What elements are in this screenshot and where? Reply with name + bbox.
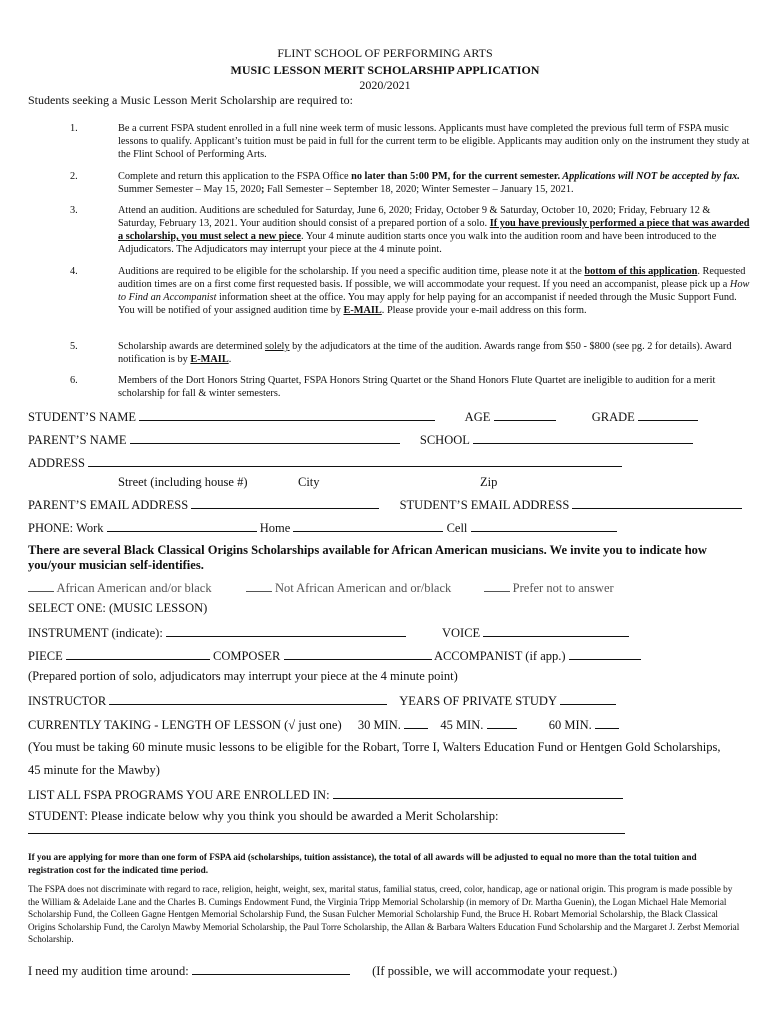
phone-home-input[interactable]: [293, 519, 443, 532]
audition-time-row: [28, 962, 758, 979]
accompanist-input[interactable]: [569, 647, 641, 660]
student-name-label: STUDENT’S NAME: [28, 410, 136, 424]
min45-label: 45 MIN.: [440, 718, 484, 732]
select-one: SELECT ONE: (MUSIC LESSON): [28, 601, 208, 615]
eligibility-note-2: 45 minute for the Mawby): [28, 763, 160, 777]
origin-option-2-blank[interactable]: [246, 579, 272, 592]
email-row: [28, 496, 758, 513]
student-email-input[interactable]: [572, 496, 742, 509]
lesson-length-label: CURRENTLY TAKING - LENGTH OF LESSON (√ just one): [28, 718, 342, 732]
instrument-row: [28, 624, 758, 641]
aid-notice: If you are applying for more than one form of FSPA aid (scholarships, tuition assistance), the total of all awards will be adjusted to equal no more than the total tuition and registration cost for the indicated time period.: [28, 852, 697, 875]
phone-row: [28, 519, 758, 536]
voice-label: VOICE: [441, 626, 481, 640]
instrument-input[interactable]: [166, 624, 406, 637]
phone-cell-input[interactable]: [471, 519, 617, 532]
years-label: YEARS OF PRIVATE STUDY: [399, 694, 557, 708]
school-label: SCHOOL: [419, 433, 470, 447]
origin-option-1-label: African American and/or black: [56, 581, 212, 595]
phone-work-label: PHONE: Work: [28, 521, 104, 535]
instructor-input[interactable]: [109, 692, 387, 705]
origins-text: There are several Black Classical Origins Scholarships available for African American musicians. We invite you to indicate how you/your musician self-identifies.: [28, 543, 707, 572]
instructor-label: INSTRUCTOR: [28, 694, 107, 708]
programs-input[interactable]: [333, 786, 623, 799]
origins-options: [28, 579, 758, 596]
composer-input[interactable]: [284, 647, 432, 660]
piece-row: [28, 647, 758, 664]
why-answer-line[interactable]: [28, 833, 625, 834]
cell-label: Cell: [446, 521, 468, 535]
origin-option-1-blank[interactable]: [28, 579, 54, 592]
intro-text: Students seeking a Music Lesson Merit Scholarship are required to:: [28, 93, 353, 107]
address-row: [28, 454, 758, 471]
audition-time-note: (If possible, we will accommodate your request.): [372, 964, 618, 978]
school-name: FLINT SCHOOL OF PERFORMING ARTS: [277, 46, 493, 60]
instrument-label: INSTRUMENT (indicate):: [28, 626, 163, 640]
lesson-length-row: [28, 716, 758, 733]
street-hint: Street (including house #): [118, 475, 248, 489]
composer-label: COMPOSER: [212, 649, 281, 663]
zip-hint: Zip: [480, 475, 498, 489]
min45-checkbox[interactable]: [487, 716, 517, 729]
programs-row: [28, 786, 758, 803]
parent-name-label: PARENT’S NAME: [28, 433, 127, 447]
school-input[interactable]: [473, 431, 693, 444]
origin-option-3-label: Prefer not to answer: [512, 581, 614, 595]
age-input[interactable]: [494, 408, 556, 421]
form-title: MUSIC LESSON MERIT SCHOLARSHIP APPLICATION: [230, 63, 540, 77]
parent-row: [28, 431, 758, 448]
student-row: [28, 408, 758, 425]
audition-time-label: I need my audition time around:: [28, 964, 189, 978]
parent-email-input[interactable]: [191, 496, 379, 509]
voice-input[interactable]: [483, 624, 629, 637]
min60-checkbox[interactable]: [595, 716, 619, 729]
parent-name-input[interactable]: [130, 431, 400, 444]
origin-option-3-blank[interactable]: [484, 579, 510, 592]
school-year: 2020/2021: [359, 78, 411, 92]
piece-label: PIECE: [28, 649, 63, 663]
student-email-label: STUDENT’S EMAIL ADDRESS: [399, 498, 570, 512]
origin-option-2-label: Not African American and or/black: [274, 581, 452, 595]
age-label: AGE: [464, 410, 491, 424]
min30-checkbox[interactable]: [404, 716, 428, 729]
piece-input[interactable]: [66, 647, 210, 660]
address-input[interactable]: [88, 454, 622, 467]
why-prompt: STUDENT: Please indicate below why you think you should be awarded a Merit Scholarship:: [28, 809, 499, 823]
parent-email-label: PARENT’S EMAIL ADDRESS: [28, 498, 189, 512]
min60-label: 60 MIN.: [548, 718, 592, 732]
city-hint: City: [298, 475, 320, 489]
audition-time-input[interactable]: [192, 962, 350, 975]
min30-label: 30 MIN.: [357, 718, 401, 732]
grade-label: GRADE: [591, 410, 635, 424]
application-page: FLINT SCHOOL OF PERFORMING ARTS MUSIC LESSON MERIT SCHOLARSHIP APPLICATION 2020/2021 Students seeking a Music Lesson Merit Scholarship are required to: 1. Be a current FSPA student enrolled in a full nine week term of music lessons. Applicants must have completed the previous full term of FSPA music lessons to qualify. Applicant’s tuition must be paid in full for the current term to be eligible. Applicants may audition only on the instrument they study at the Flint School of Performing Arts. 2. Complete and return this application to the FSPA Office no later than 5:00 PM, for the current semester. Applications will NOT be accepted by fax. Summer Semester – May 15, 2020; Fall Semester – September 18, 2020; Winter Semester – January 15, 2021. 3. Attend an audition. Auditions are scheduled for Saturday, June 6, 2020; Friday, October 9 & Saturday, October 10, 2020; Friday, February 12 & Saturday, February 13, 2021. Your audition should consist of a prepared portion of a solo. If you have previously performed a piece that was awarded a scholarship, you must select a new piece. Your 4 minute audition starts once you walk into the audition room and have been introduced to the Adjudicators. The Adjudicators may interrupt your piece at the 4 minute point. 4. Auditions are required to be eligible for the scholarship. If you need a specific audition time, please note it at the bottom of this application. Requested audition times are on a first come first requested basis. If possible, we will accommodate your request. If you need an accompanist, please pick up a How to Find an Accompanist information sheet at the office. You may apply for help paying for an accompanist if needed through the Music Support Fund. You will be notified of your assigned audition time by E-MAIL. Please provide your e-mail address on this form. 5. Scholarship awards are determined solely by the adjudicators at the time of the audition. Awards range from $50 - $800 (see pg. 2 for details). Award notification is by E-MAIL. 6. Members of the Dort Honors String Quartet, FSPA Honors String Quartet or the Shand Honors Flute Quartet are ineligible to audition for a merit scholarship for fall & winter semesters. STUDENT’S NAME AGE GRADE PARENT’S NAME SCHOOL ADDRESS Street (including house #) City Zip PARENT’S EMAIL ADDRESS STUDENT’S EMAIL ADDRESS PHONE: Work Home Cell There are several Black Classical Origins Scholarships available for African American musicians. We invite you to indicate how you/your musician self-identifies. African American and/or black Not African American and or/black Prefer not to answer SELECT ONE: (MUSIC LESSON) INSTRUMENT (indicate): VOICE PIECE COMPOSER ACCOMPANIST (if app.) (Prepared portion of solo, adjudicators may interrupt your piece at the 4 minute point) INSTRUCTOR YEARS OF PRIVATE STUDY CURRENTLY TAKING - LENGTH OF LESSON (√ just one) 30 MIN. 45 MIN. 60 MIN. (You must be taking 60 minute music lessons to be eligible for the Robart, Torre I, Walters Education Fund or Hentgen Gold Scholarships, 45 minute for the Mawby) LIST ALL FSPA PROGRAMS YOU ARE ENROLLED IN: STUDENT: Please indicate below why you think you should be awarded a Merit Scholarship: If you are applying for more than one form of FSPA aid (scholarships, tuition assistance), the total of all awards will be adjusted to equal no more than the total tuition and registration cost for the indicated time period. The FSPA does not discriminate with regard to race, religion, height, weight, sex, marital status, familial status, creed, color, handicap, age or national origin. This program is made possible by the William & Adelaide Lane and the Charles B. Cumings Endowment Fund, the Virginia Tripp Memorial Scholarship (in memory of Dr. Martha Guenin), the Logan Michael Hale Memorial Scholarship Fund, the Colleen Gagne Hentgen Memorial Scholarship Fund, the Susan Fulcher Memorial Scholarship Fund, the Bruce H. Robart Memorial Scholarship, the Black Classical Origins Scholarship Fund, the Carolyn Mawby Memorial Scholarship, the Paul Torre Scholarship, the Allan & Barbara Walters Education Fund Scholarship and the Margaret J. Zerbst Memorial Scholarship. I need my audition time around: (If possible, we will accommodate your request.): [0, 0, 770, 1024]
accompanist-label: ACCOMPANIST (if app.): [433, 649, 566, 663]
home-label: Home: [259, 521, 291, 535]
instructor-row: [28, 692, 758, 709]
grade-input[interactable]: [638, 408, 698, 421]
programs-label: LIST ALL FSPA PROGRAMS YOU ARE ENROLLED IN:: [28, 788, 330, 802]
nondiscrimination-statement: The FSPA does not discriminate with regard to race, religion, height, weight, sex, marital status, familial status, creed, color, handicap, age or national origin. This program is made possible by the William & Adelaide Lane and the Charles B. Cumings Endowment Fund, the Virginia Tripp Memorial Scholarship (in memory of Dr. Martha Guenin), the Logan Michael Hale Memorial Scholarship Fund, the Colleen Gagne Hentgen Memorial Scholarship Fund, the Susan Fulcher Memorial Scholarship Fund, the Bruce H. Robart Memorial Scholarship, the Black Classical Origins Scholarship Fund, the Carolyn Mawby Memorial Scholarship, the Paul Torre Scholarship, the Allan & Barbara Walters Education Fund Scholarship and the Margaret J. Zerbst Memorial Scholarship.: [28, 884, 740, 945]
eligibility-note-1: (You must be taking 60 minute music lessons to be eligible for the Robart, Torre I, Walters Education Fund or Hentgen Gold Scholarships,: [28, 740, 721, 754]
prepared-note: (Prepared portion of solo, adjudicators may interrupt your piece at the 4 minute point): [28, 669, 458, 683]
years-input[interactable]: [560, 692, 616, 705]
student-name-input[interactable]: [139, 408, 435, 421]
address-label: ADDRESS: [28, 456, 85, 470]
phone-work-input[interactable]: [107, 519, 257, 532]
